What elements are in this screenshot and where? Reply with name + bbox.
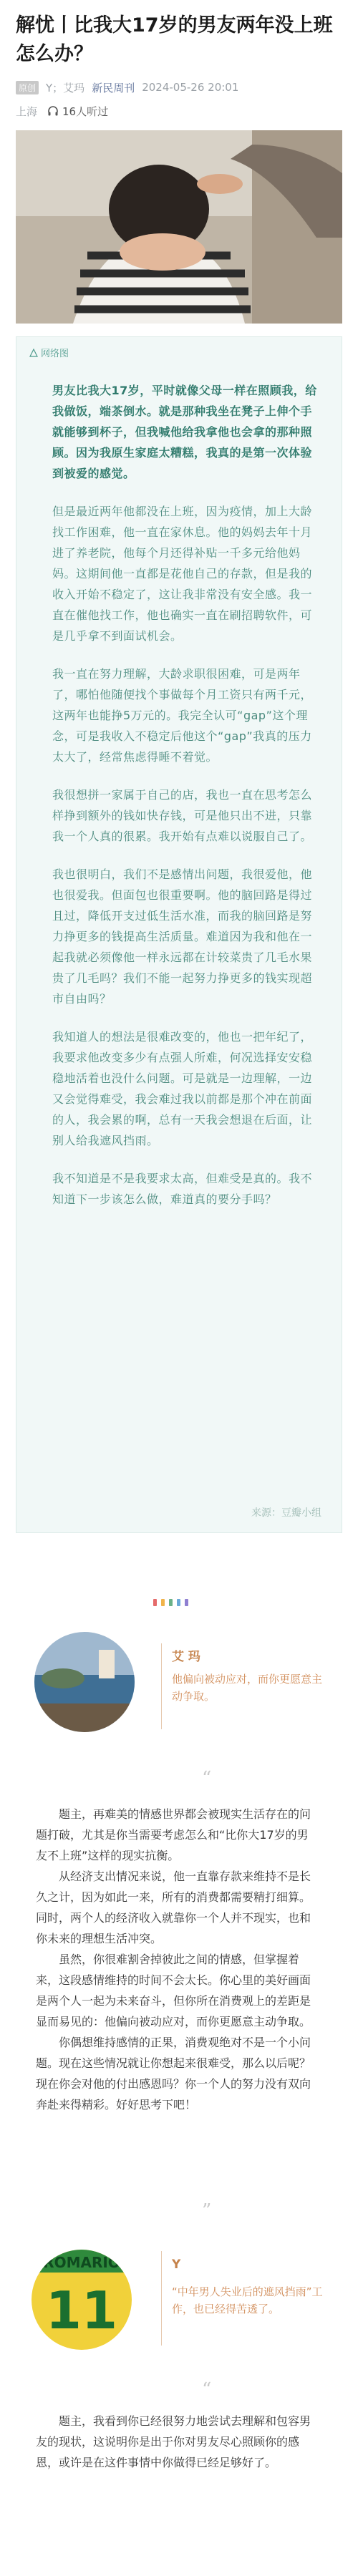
letter-paragraph: 我知道人的想法是很难改变的，他也一把年纪了，我要求他改变多少有点强人所难，何况选择安安稳稳地活着也没什么问题。可是就是一边理解，一边又会觉得难受，我会难过我以前都是那个冲在前面的人，我会累的啊，总有一天我会想退在后面，让别人给我遮风挡雨。 bbox=[52, 1030, 313, 1147]
warning-icon bbox=[29, 349, 38, 357]
divider-dot bbox=[169, 1599, 173, 1606]
author-name-emma: 艾 玛 bbox=[172, 1650, 200, 1664]
author-desc-emma: 他偏向被动应对，而你更愿意主动争取。 bbox=[172, 1673, 323, 1703]
letter-paragraph: 我很想拼一家属于自己的店，我也一直在思考怎么样挣到额外的钱如快存钱，可是他只出不进，只靠我一个人真的很累。我开始有点难以说服自己了。 bbox=[52, 788, 313, 843]
reply-paragraph: 虽然，你很难割舍掉彼此之间的情感，但掌握着来，这段感情维持的时间不会太长。你心里的美好画面是两个人一起为未来奋斗，但你所在消费观上的差距是显而易见的：他偏向被动应对，而你更愿意主动争取。 bbox=[36, 1953, 311, 2028]
author-name-y: Y bbox=[172, 2257, 181, 2272]
original-badge: 原创 bbox=[16, 81, 39, 94]
letter-paragraph: 我一直在努力理解，大龄求职很困难，可是两年了，哪怕他随便找个事做每个月工资只有两千元，这两年也能挣5万元的。我完全认可“gap”这个理念，可是我收入不稳定后他这个“gap”我真的压力太大了，经常焦虑得睡不着觉。 bbox=[52, 667, 313, 764]
letter-paragraph: 我不知道是不是我要求太高，但难受是真的。我不知道下一步该怎么做，难道真的要分手吗？ bbox=[52, 1172, 313, 1206]
article-author: Y；艾玛 bbox=[46, 81, 85, 94]
letter-body bbox=[52, 380, 319, 1227]
reply-paragraph: 题主，我看到你已经很努力地尝试去理解和包容男友的现状，这说明你是出于你对男友尽心照顾你的感恩，或许是在这件事情中你做得已经足够好了。 bbox=[36, 2414, 311, 2469]
reply-paragraph: 你偶想维持感情的正果，消费观绝对不是一个小问题。现在这些情况就让你想起来很难受，那么以后呢？现在你会对他的付出感恩吗？你一个人的努力没有双向奔赴来得精彩。好好思考下吧！ bbox=[36, 2036, 311, 2111]
reply-y bbox=[36, 2411, 315, 2473]
quote-card bbox=[16, 336, 342, 1533]
quote-open-mark: “ bbox=[202, 1768, 212, 1789]
publication-link[interactable]: 新民周刊 bbox=[92, 81, 135, 94]
reply-paragraph: 题主，再难美的情感世界都会被现实生活存在的问题打破，尤其是你当需要考虑怎么和“比你大17岁的男友不上班”这样的现实抗衡。 bbox=[36, 1807, 311, 1862]
image-source-text: 网络图 bbox=[41, 349, 69, 359]
svg-text:ROMARIO: ROMARIO bbox=[43, 2254, 120, 2271]
quote-open-mark: “ bbox=[202, 2379, 212, 2401]
image-source-label bbox=[29, 346, 69, 359]
divider-dot bbox=[153, 1599, 157, 1606]
letter-paragraph: 我也很明白，我们不是感情出问题，我很爱他，他也很爱我。但面包也很重要啊。他的脑回路是得过且过，降低开支过低生活水准，而我的脑回路是努力挣更多的钱提高生活质量。难道因为我和他在一起我就必须像他一样永远都在计较菜贵了几毛水果贵了几毛吗？我们不能一起努力挣更多的钱实现超市自由吗？ bbox=[52, 867, 313, 1006]
location-text: 上海 bbox=[16, 105, 38, 118]
section-divider bbox=[153, 1599, 188, 1606]
seascape-avatar bbox=[34, 1632, 135, 1732]
author-divider-line bbox=[161, 2251, 162, 2346]
quote-close-mark: ” bbox=[202, 2200, 212, 2222]
divider-dot bbox=[161, 1599, 165, 1606]
author-desc-y: “中年男人失业后的遮风挡雨”工作，也已经得苦透了。 bbox=[172, 2285, 323, 2315]
headphones-icon bbox=[47, 105, 59, 117]
hero-photo bbox=[16, 130, 342, 324]
listen-count-label: 16人听过 bbox=[62, 105, 109, 118]
location-row bbox=[16, 103, 108, 119]
letter-paragraph: 但是最近两年他都没在上班，因为疫情，加上大龄找工作困难，他一直在家休息。他的妈妈去年十月进了养老院，他每个月还得补贴一千多元给他妈妈。这期间他一直都是花他自己的存款，但是我的收入开始不稳定了，这让我非常没有安全感。我一直在催他找工作，他也确实一直在刷招聘软件，可是几乎拿不到面试机会。 bbox=[52, 505, 313, 643]
hero-image bbox=[16, 130, 342, 324]
divider-dot bbox=[177, 1599, 180, 1606]
author-avatar-emma bbox=[34, 1632, 135, 1732]
author-divider-line bbox=[161, 1643, 162, 1729]
article-meta bbox=[16, 79, 342, 96]
publish-datetime: 2024-05-26 20:01 bbox=[142, 81, 239, 94]
card-credit: 来源：豆瓣小组 bbox=[251, 1507, 321, 1519]
article-title: 解忧丨比我大17岁的男友两年没上班怎么办？ bbox=[16, 14, 333, 65]
svg-text:11: 11 bbox=[45, 2280, 118, 2341]
letter-paragraph: 男友比我大17岁，平时就像父母一样在照顾我，给我做饭，端茶倒水。就是那种我坐在凳子上伸个手就能够到杯子，但我喊他给我拿他也会拿的那种照顾。因为我原生家庭太糟糕，我真的是第一次体验到被爱的感觉。 bbox=[52, 384, 317, 480]
author-avatar-y bbox=[32, 2250, 132, 2350]
reply-emma bbox=[36, 1804, 315, 2115]
listen-count[interactable] bbox=[47, 104, 108, 119]
reply-paragraph: 从经济支出情况来说，他一直靠存款来维持不是长久之计，因为如此一来，所有的消费都需要精打细算。同时，两个人的经济收入就靠你一个人并不现实，也和你未来的理想生活冲突。 bbox=[36, 1870, 311, 1945]
jersey-avatar bbox=[32, 2250, 132, 2350]
divider-dot bbox=[185, 1599, 188, 1606]
